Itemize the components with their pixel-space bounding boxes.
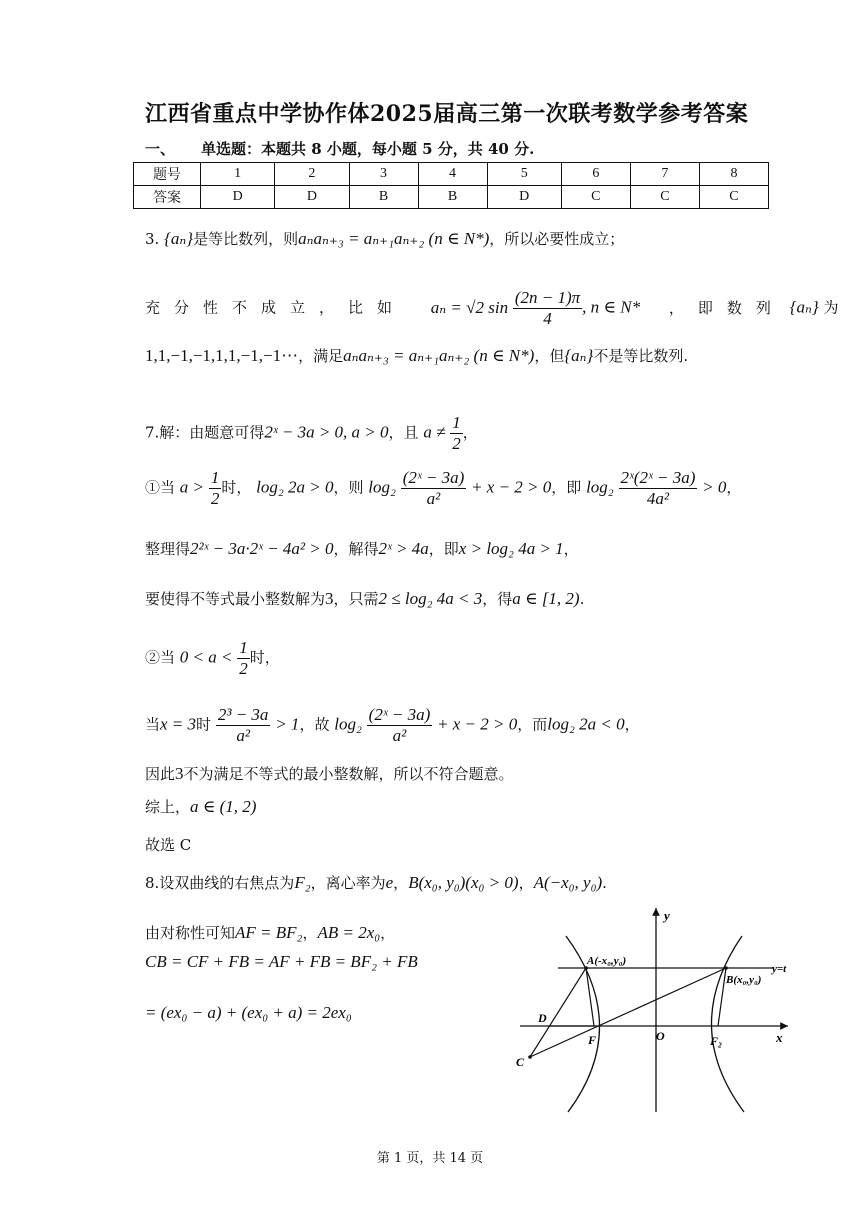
point-F-label: F [588,1033,597,1047]
text: ， [462,423,478,442]
math-expression: AB = 2x₀ [317,923,381,942]
table-row-numbers [134,163,769,186]
y-axis-label: y [664,908,670,923]
math-fraction [619,468,698,509]
text: . [602,874,607,892]
math-expression: x = 3 [160,714,197,734]
table-cell: C [561,186,630,209]
text: 由对称性可知 [145,924,236,942]
math-rhs: , n ∈ N* [582,297,641,317]
table-cell: 7 [630,163,699,186]
q7-case-1 [145,468,741,509]
text: ，即 [551,478,582,497]
fraction-numerator: (2n − 1)π [514,288,581,307]
section-number: 一、 [145,140,176,158]
math-sequence: {aₙ} [789,297,819,317]
text: ，即 [428,540,459,558]
text: ，但 [534,347,565,365]
point-B-label: B(x₀,y₀) [726,974,762,986]
text: 是等比数列，则 [193,230,299,248]
table-cell: C [699,186,768,209]
table-row-answers [134,186,769,209]
text: 不是等比数列. [593,347,689,365]
segment-AF [586,968,594,1026]
q7-line-8 [145,763,514,784]
section-description: 单选题：本题共 8 小题，每小题 5 分，共 40 分. [201,140,535,158]
q7-line-1 [145,413,478,454]
q3-number: 3. [145,230,160,248]
q3-line-1 [145,228,624,249]
math-expression: log₂ 2a > 0 [256,477,334,497]
fraction-numerator: 1 [452,413,461,432]
math-number: 3 [175,764,184,783]
q8-line-4 [145,1003,352,1023]
q8-line-2 [145,922,395,943]
math-symbol: F₂ [294,873,311,892]
fraction-denominator: 2 [210,489,220,508]
text: 要使得不等式最小整数解为 [145,590,326,608]
q8-line-1 [145,872,607,893]
table-cell: 6 [561,163,630,186]
point-B-marker [724,966,728,970]
text: ，满足 [298,347,344,365]
fraction-numerator: 1 [239,638,248,657]
q3-line-2 [145,288,838,329]
page-footer: 第 1 页，共 14 页 [376,1151,484,1166]
table-header-cell: 题号 [134,163,201,186]
text: 因此 [145,765,176,783]
math-expression: 0 < a < [179,647,233,667]
math-log: log₂ [586,477,614,497]
math-expression: 2 ≤ log₂ 4a < 3 [378,589,483,608]
table-cell: 3 [349,163,418,186]
point-C-marker [528,1055,532,1059]
fraction-numerator: (2ˣ − 3a) [402,468,465,487]
q3-line-3 [145,345,688,366]
section-heading [145,138,534,159]
math-expression: 2ˣ > 4a [378,539,429,558]
text: ，得 [482,590,513,608]
text: 充分性不成立，比如 [145,298,407,317]
text: ， [563,540,579,558]
q7-line-9 [145,796,256,817]
math-equation: aₙaₙ₊₃ = aₙ₊₁aₙ₊₂ (n ∈ N*) [298,229,490,248]
text: 为 [823,298,839,317]
math-symbol: e [385,873,394,892]
math-expression: 2²ˣ − 3a·2ˣ − 4a² > 0 [190,539,334,558]
fraction-denominator: 2 [239,659,248,678]
math-log: log₂ [334,714,362,734]
fraction-numerator: (2ˣ − 3a) [368,705,431,724]
math-equation: aₙaₙ₊₃ = aₙ₊₁aₙ₊₂ (n ∈ N*) [343,346,535,365]
math-number: 3 [325,589,334,608]
table-cell: B [349,186,418,209]
math-expression: + x − 2 > 0 [437,714,518,734]
text: ，离心率为 [310,874,386,892]
text: ，所以必要性成立； [489,230,625,248]
text: 综上， [145,798,191,816]
q7-line-7 [145,705,640,746]
text: ， [624,715,640,734]
line-label: y=t [772,963,787,975]
table-cell: 4 [418,163,487,186]
fraction-denominator: 2 [452,434,461,453]
text: 整理得 [145,540,191,558]
text: ②当 [145,648,176,667]
q7-line-4 [145,538,579,559]
q8-line-3 [145,952,418,972]
math-fraction [237,638,250,679]
math-sequence-values: 1,1,−1,−1,1,1,−1,−1⋯ [145,346,299,365]
math-expression: a ≠ [423,422,446,442]
fraction-denominator: 4 [543,309,552,328]
text: 时 [196,715,212,734]
point-A-label: A(-x₀,y₀) [587,955,627,967]
table-cell: D [487,186,561,209]
math-expression: CB = CF + FB = AF + FB = BF₂ + FB [145,952,418,971]
math-log: log₂ [368,477,396,497]
math-expression: AF = BF₂ [235,923,303,942]
answer-table [133,162,769,209]
origin-label: O [656,1029,665,1043]
text: ，故 [299,715,330,734]
text: 时， [249,648,280,667]
x-axis-label: x [776,1030,783,1045]
text: ，解得 [333,540,379,558]
math-expression: B(x₀, y₀)(x₀ > 0) [408,873,519,892]
hyperbola-figure [510,900,800,1120]
text: 当 [145,715,161,734]
math-expression: x > log₂ 4a > 1 [458,539,564,558]
text: ，即数列 [668,298,785,317]
q7-case-2 [145,638,280,679]
text: 8.设双曲线的右焦点为 [145,874,295,892]
table-header-cell: 答案 [134,186,201,209]
text: . [579,590,585,608]
table-cell: 2 [275,163,349,186]
fraction-denominator: a² [426,489,441,508]
text: ， [518,874,534,892]
point-C-label: C [516,1055,525,1069]
table-cell: D [275,186,349,209]
math-condition: 2ˣ − 3a > 0, a > 0 [264,422,389,442]
fraction-numerator: 1 [210,468,220,487]
table-cell: 8 [699,163,768,186]
fraction-numerator: 2³ − 3a [217,705,269,724]
math-expression: a > [179,477,205,497]
text: ， [393,874,409,892]
segment-BF2 [718,968,726,1026]
math-sequence: {aₙ} [164,229,194,248]
text: ， [302,924,318,942]
table-cell: 1 [201,163,275,186]
text: ， [726,478,742,497]
fraction-numerator: 2ˣ(2ˣ − 3a) [620,468,696,487]
math-expression: > 1 [275,714,300,734]
table-cell: D [201,186,275,209]
text: 时， [221,478,252,497]
text: 不为满足不等式的最小整数解，所以不符合题意。 [183,765,514,783]
math-expression: a ∈ [1, 2) [512,589,580,608]
math-expression: > 0 [702,477,727,497]
math-lhs: aₙ = √2 sin [430,297,509,317]
segment-CB [530,968,726,1057]
point-D-label: D [538,1011,547,1025]
math-fraction [367,705,433,746]
right-branch [711,936,744,1112]
math-sequence: {aₙ} [564,346,594,365]
math-fraction [216,705,271,746]
math-expression: A(−x₀, y₀) [533,873,603,892]
table-cell: C [630,186,699,209]
math-fraction [450,413,463,454]
text: 7.解：由题意可得 [145,423,265,442]
q7-line-5 [145,588,584,609]
math-expression: log₂ 2a < 0 [547,714,625,734]
fraction-denominator: a² [236,726,250,745]
table-cell: B [418,186,487,209]
math-expression: a ∈ (1, 2) [190,797,257,816]
fraction-denominator: 4a² [646,489,669,508]
q7-conclusion: 故选 C [145,836,192,854]
math-expression: + x − 2 > 0 [471,477,552,497]
page-title: 江西省重点中学协作体2025届高三第一次联考数学参考答案 [145,101,749,127]
text: ， [380,924,396,942]
table-cell: 5 [487,163,561,186]
text: ，只需 [333,590,379,608]
text: ①当 [145,478,176,497]
math-expression: = (ex₀ − a) + (ex₀ + a) = 2ex₀ [145,1003,352,1022]
fraction-denominator: a² [392,726,407,745]
math-fraction [401,468,467,509]
text: ，则 [333,478,364,497]
text: ，且 [388,423,419,442]
text: ，而 [517,715,548,734]
point-F2-label: F₂ [710,1034,723,1048]
math-fraction [209,468,222,509]
math-fraction [513,288,582,329]
